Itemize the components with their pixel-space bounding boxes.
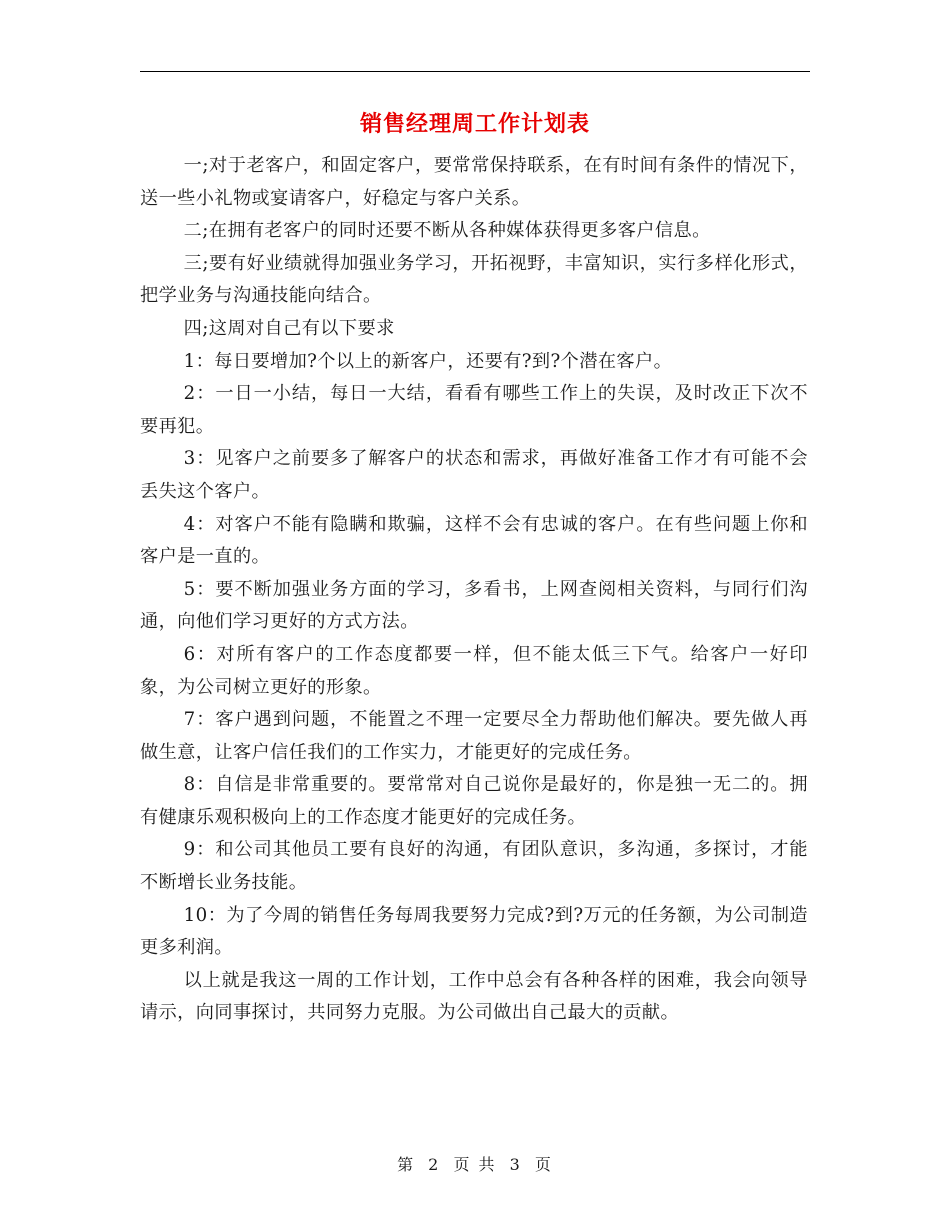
footer-suffix: 页 [534,1155,553,1174]
paragraph-2: 二;在拥有老客户的同时还要不断从各种媒体获得更多客户信息。 [183,220,711,242]
paragraph-4: 四;这周对自己有以下要求 [183,317,395,339]
requirement-2: 2：一日一小结，每日一大结，看看有哪些工作上的失误，及时改正下次不要再犯。 [140,383,808,437]
requirement-1: 1：每日要增加?个以上的新客户，还要有?到?个潜在客户。 [183,350,673,372]
paragraph-1: 一;对于老客户，和固定客户，要常常保持联系，在有时间有条件的情况下，送一些小礼物或宴请客户，好稳定与客户关系。 [140,155,808,209]
requirement-8: 8：自信是非常重要的。要常常对自己说你是最好的，你是独一无二的。拥有健康乐观积极向上的工作态度才能更好的完成任务。 [140,774,808,828]
requirement-3: 3：见客户之前要多了解客户的状态和需求，再做好准备工作才有可能不会丢失这个客户。 [140,448,808,502]
footer-prefix: 第 [397,1155,416,1174]
requirement-9: 9：和公司其他员工要有良好的沟通，有团队意识，多沟通，多探讨，才能不断增长业务技能。 [140,839,808,894]
requirement-10: 10：为了今周的销售任务每周我要努力完成?到?万元的任务额，为公司制造更多利润。 [140,904,808,959]
page-footer [0,1152,950,1175]
footer-total-pages: 3 [509,1155,522,1174]
document-body [140,150,808,1030]
requirement-7: 7：客户遇到问题，不能置之不理一定要尽全力帮助他们解决。要先做人再做生意，让客户信任我们的工作实力，才能更好的完成任务。 [140,709,808,763]
requirement-6: 6：对所有客户的工作态度都要一样，但不能太低三下气。给客户一好印象，为公司树立更好的形象。 [140,643,808,698]
footer-current-page: 2 [428,1155,441,1174]
requirement-4: 4：对客户不能有隐瞒和欺骗，这样不会有忠诚的客户。在有些问题上你和客户是一直的。 [140,513,808,568]
closing-paragraph: 以上就是我这一周的工作计划，工作中总会有各种各样的困难，我会向领导请示，向同事探讨，共同努力克服。为公司做出自己最大的贡献。 [140,969,808,1024]
header-rule [140,71,810,72]
document-title: 销售经理周工作计划表 [359,112,590,137]
paragraph-3: 三;要有好业绩就得加强业务学习，开拓视野，丰富知识，实行多样化形式，把学业务与沟通技能向结合。 [140,252,808,307]
footer-middle: 页 共 [453,1155,497,1174]
requirement-5: 5：要不断加强业务方面的学习，多看书，上网查阅相关资料，与同行们沟通，向他们学习更好的方式方法。 [140,578,808,633]
